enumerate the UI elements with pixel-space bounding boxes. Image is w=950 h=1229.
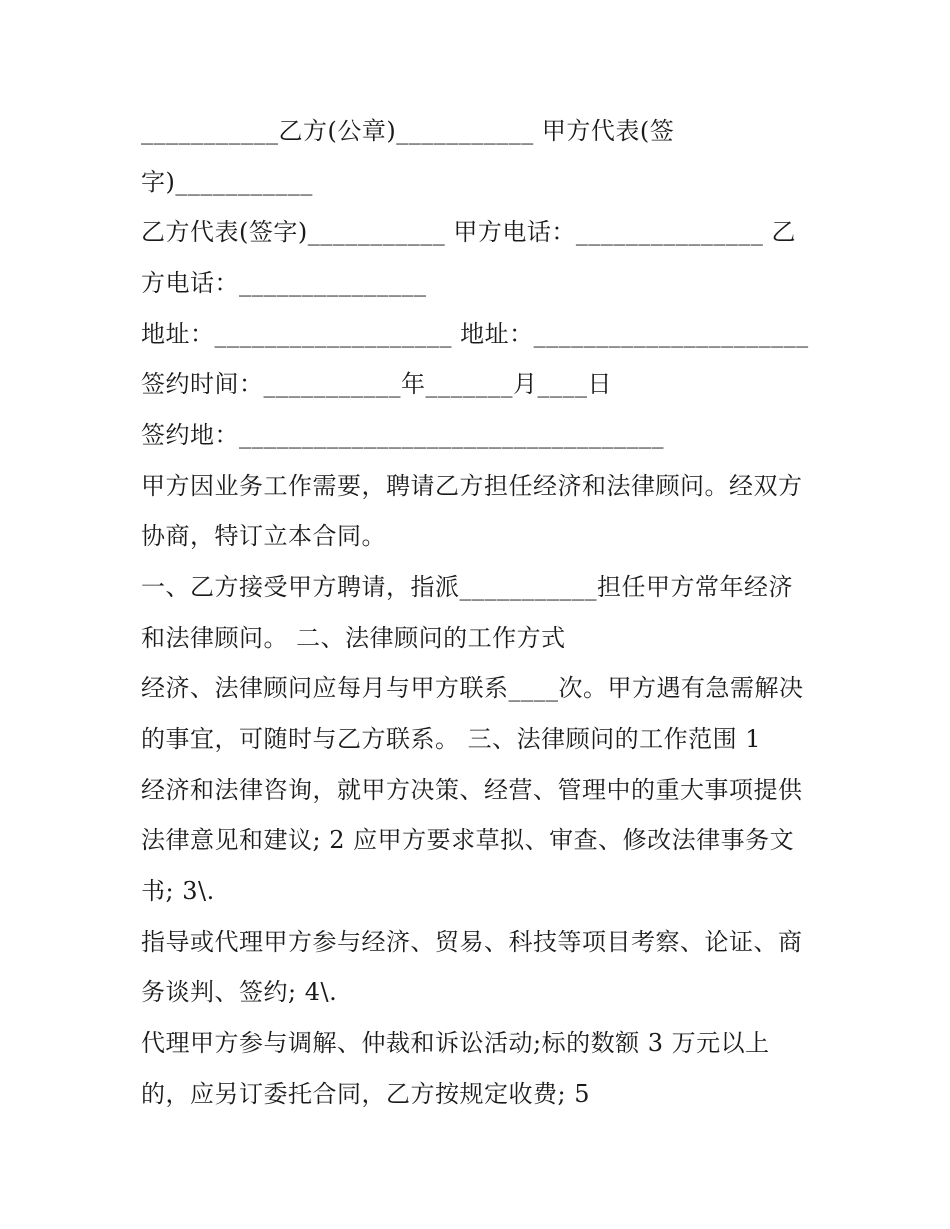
paragraph-line: 的，应另订委托合同，乙方按规定收费; 5 xyxy=(141,1080,590,1108)
signature-line-party-b-seal: ___________乙方(公章)___________ 甲方代表(签 xyxy=(141,117,675,145)
paragraph-line: 书; 3\. xyxy=(141,877,215,905)
address-line: 地址：___________________ 地址：______________________ xyxy=(141,320,809,348)
paragraph-line: 经济、法律顾问应每月与甲方联系____次。甲方遇有急需解决 xyxy=(141,674,804,702)
paragraph-line: 指导或代理甲方参与经济、贸易、科技等项目考察、论证、商 xyxy=(141,928,803,956)
paragraph-line: 务谈判、签约; 4\. xyxy=(141,978,338,1006)
signing-place-line: 签约地：__________________________________ xyxy=(141,421,664,449)
paragraph-line: 代理甲方参与调解、仲裁和诉讼活动;标的数额 3 万元以上 xyxy=(141,1029,770,1057)
paragraph-line: 的事宜，可随时与乙方联系。 三、法律顾问的工作范围 1 xyxy=(141,725,762,753)
paragraph-line: 法律意见和建议; 2 应甲方要求草拟、审查、修改法律事务文 xyxy=(141,826,795,854)
paragraph-line: 协商，特订立本合同。 xyxy=(141,522,386,550)
paragraph-line: 和法律顾问。 二、法律顾问的工作方式 xyxy=(141,624,566,652)
paragraph-line: 甲方因业务工作需要，聘请乙方担任经济和法律顾问。经双方 xyxy=(141,472,803,500)
paragraph-line: 一、乙方接受甲方聘请，指派___________担任甲方常年经济 xyxy=(141,573,793,601)
representative-phone-line: 乙方代表(签字)___________ 甲方电话：_______________ 乙 xyxy=(141,218,796,246)
paragraph-line: 经济和法律咨询，就甲方决策、经营、管理中的重大事项提供 xyxy=(141,776,803,804)
signature-line-continued: 字)___________ xyxy=(141,168,313,196)
phone-line-continued: 方电话：_______________ xyxy=(141,269,427,297)
signing-date-line: 签约时间：___________年_______月____日 xyxy=(141,370,612,398)
